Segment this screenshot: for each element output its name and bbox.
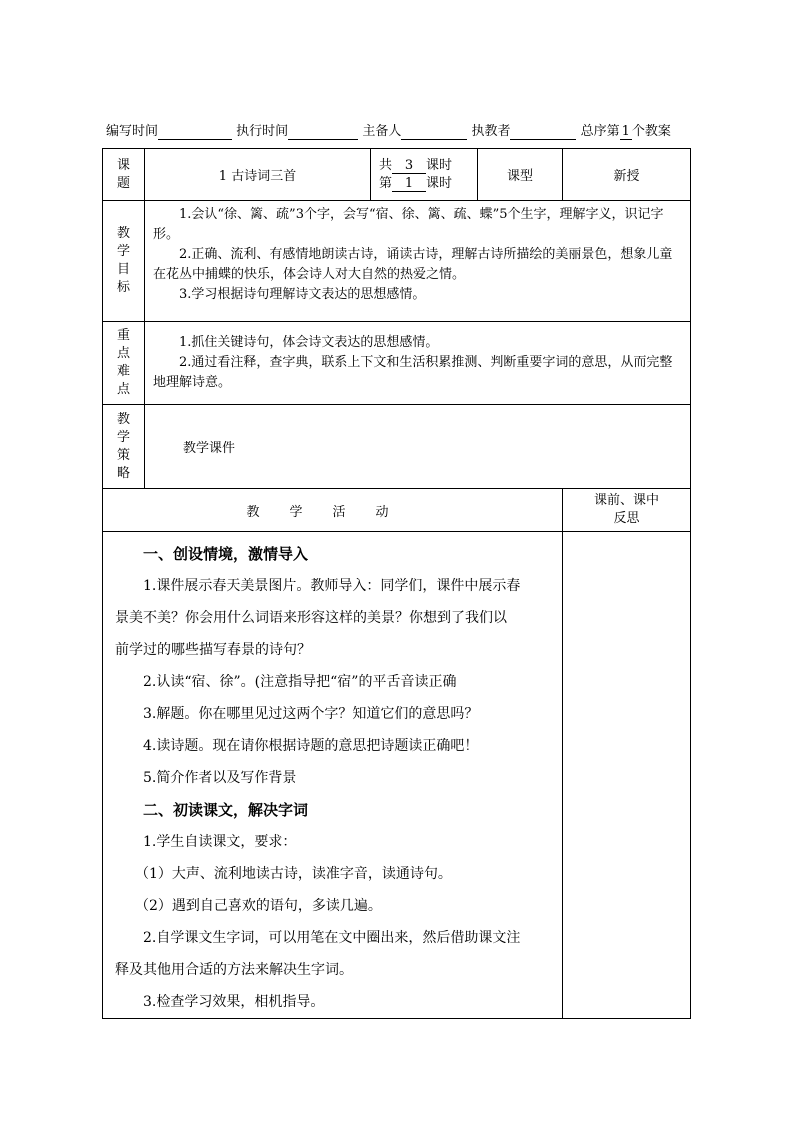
write-time-label: 编写时间 <box>106 124 159 139</box>
activity-heading: 教学活动 <box>103 489 563 532</box>
activity-header-row <box>103 489 691 532</box>
goal-item: 1.会认“徐、篱、疏”3个字，会写“宿、徐、篱、疏、蝶”5个生字，理解字义，识记字形。 <box>153 207 664 242</box>
reflection-content <box>563 532 691 1019</box>
strategy-label: 教 学 策 略 <box>103 405 145 489</box>
activity-line: 释及其他用合适的方法来解决生字词。 <box>115 962 353 978</box>
hours-current: 1 <box>392 177 426 192</box>
title-label: 课 题 <box>103 149 145 201</box>
activity-line: 4.读诗题。现在请你根据诗题的意思把诗题读正确吧！ <box>143 738 479 754</box>
section-title: 一、创设情境，激情导入 <box>143 545 309 563</box>
activity-line: 前学过的哪些描写春景的诗句？ <box>115 642 311 658</box>
activity-line: 1.学生自读课文，要求： <box>143 834 297 850</box>
activity-line: 景美不美？你会用什么词语来形容这样的美景？你想到了我们以 <box>115 610 507 626</box>
key-point-item: 1.抓住关键诗句，体会诗文表达的思想感情。 <box>179 335 439 350</box>
goals-label: 教 学 目 标 <box>103 201 145 322</box>
lesson-plan-table <box>102 148 691 1019</box>
preparer-blank <box>401 125 467 140</box>
activity-content <box>103 532 563 1019</box>
goal-item: 2.正确、流利、有感情地朗读古诗，诵读古诗，理解古诗所描绘的美丽景色，想象儿童在花丛中捕蝶的快乐，体会诗人对大自然的热爱之情。 <box>153 247 673 282</box>
activity-line: 2.认读“宿、徐”。(注意指导把“宿”的平舌音读正确 <box>143 674 457 690</box>
goals-content <box>145 201 691 322</box>
lesson-type-label: 课型 <box>478 149 563 201</box>
activity-line: 5.简介作者以及写作背景 <box>143 770 297 786</box>
reflection-heading: 课前、课中 反思 <box>563 489 691 532</box>
write-time-blank <box>158 125 232 140</box>
activity-subline: （1）大声、流利地读古诗，读准字音，读通诗句。 <box>135 866 452 882</box>
hours-total: 3 <box>392 159 426 174</box>
strategy-value: 教学课件 <box>145 405 691 489</box>
title-row <box>103 149 691 201</box>
key-point-item: 2.通过看注释，查字典，联系上下文和生活积累推测、判断重要字词的意思，从而完整地理解诗意。 <box>153 355 673 390</box>
total-prefix: 总序第 <box>580 124 620 139</box>
lesson-hours: 共 3 课时 第 1 课时 <box>371 149 478 201</box>
goal-item: 3.学习根据诗句理解诗文表达的思想感情。 <box>179 287 426 302</box>
lesson-title: 1 古诗词三首 <box>145 149 371 201</box>
activity-body-row <box>103 532 691 1019</box>
preparer-label: 主备人 <box>362 124 402 139</box>
activity-line: 3.检查学习效果，相机指导。 <box>143 994 325 1010</box>
total-number: 1 <box>621 124 630 139</box>
exec-time-label: 执行时间 <box>236 124 289 139</box>
goals-row <box>103 201 691 322</box>
total-suffix: 个教案 <box>631 124 671 139</box>
key-points-content <box>145 322 691 405</box>
activity-line: 1.课件展示春天美景图片。教师导入：同学们，课件中展示春 <box>143 578 521 594</box>
activity-line: 3.解题。你在哪里见过这两个字？知道它们的意思吗？ <box>143 706 479 722</box>
key-points-label: 重 点 难 点 <box>103 322 145 405</box>
teacher-label: 执教者 <box>471 124 511 139</box>
key-points-row <box>103 322 691 405</box>
teacher-blank <box>510 125 576 140</box>
activity-subline: （2）遇到自己喜欢的语句，多读几遍。 <box>135 898 382 914</box>
lesson-plan-header <box>106 120 671 140</box>
activity-line: 2.自学课文生字词，可以用笔在文中圈出来，然后借助课文注 <box>143 930 521 946</box>
lesson-type-value: 新授 <box>563 149 691 201</box>
strategy-row <box>103 405 691 489</box>
exec-time-blank <box>288 125 358 140</box>
section-title: 二、初读课文，解决字词 <box>143 801 309 819</box>
